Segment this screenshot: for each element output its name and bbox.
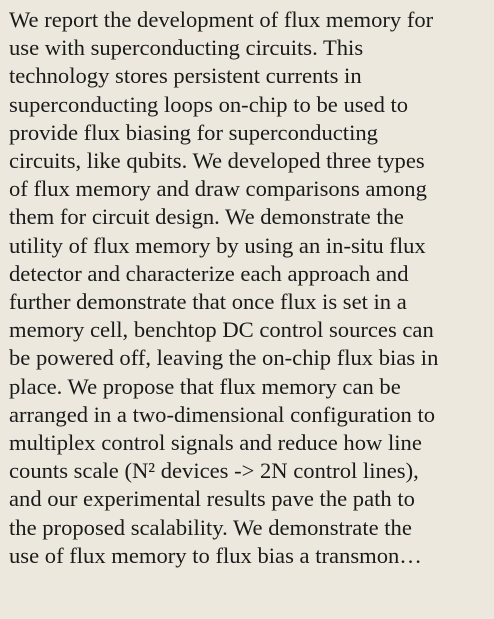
- abstract-line: them for circuit design. We demonstrate the: [9, 204, 404, 230]
- abstract-line: further demonstrate that once flux is set in a: [9, 289, 407, 315]
- abstract-line: circuits, like qubits. We developed three types: [9, 148, 425, 174]
- abstract-line: use with superconducting circuits. This: [9, 35, 364, 61]
- abstract-line: multiplex control signals and reduce how line: [9, 430, 422, 456]
- abstract-line: utility of flux memory by using an in-situ flux: [9, 232, 426, 258]
- abstract-line: provide flux biasing for superconducting: [9, 119, 378, 145]
- abstract-line: be powered off, leaving the on-chip flux bias in: [9, 345, 439, 371]
- abstract-line: arranged in a two-dimensional configuration to: [9, 401, 436, 427]
- abstract-line: technology stores persistent currents in: [9, 63, 362, 89]
- abstract-text: [9, 6, 485, 570]
- abstract-line: of flux memory and draw comparisons among: [9, 176, 427, 202]
- abstract-line: use of flux memory to flux bias a transmon…: [9, 542, 422, 568]
- abstract-line: counts scale (N² devices -> 2N control lines),: [9, 458, 419, 484]
- abstract-line: the proposed scalability. We demonstrate the: [9, 514, 412, 540]
- abstract-line: detector and characterize each approach and: [9, 260, 409, 286]
- abstract-line: place. We propose that flux memory can be: [9, 373, 401, 399]
- abstract-line: memory cell, benchtop DC control sources can: [9, 317, 434, 343]
- abstract-line: superconducting loops on-chip to be used to: [9, 91, 409, 117]
- abstract-line: and our experimental results pave the path to: [9, 486, 415, 512]
- abstract-line: We report the development of flux memory for: [9, 7, 434, 32]
